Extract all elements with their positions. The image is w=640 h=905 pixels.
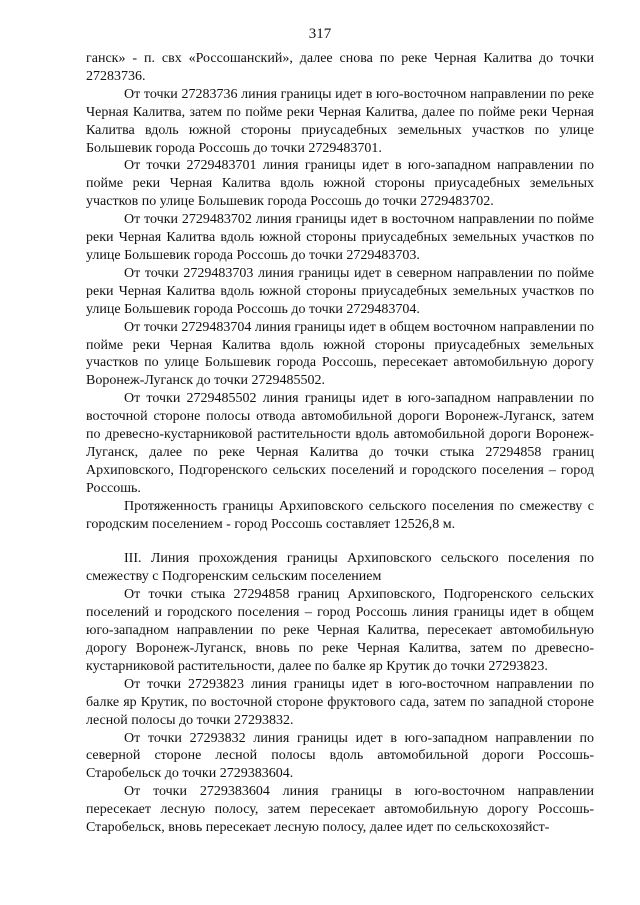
paragraph: От точки 2729483702 линия границы идет в восточном направлении по пойме реки Черная Калитва вдоль южной стороны приусадебных земельных участков по улице Большевик города Россошь до точки 2729483703. [86,212,594,263]
paragraph: От точки 2729383604 линия границы в юго-восточном направлении пересекает лесную полосу, затем пересекает автомобильную дорогу Россошь-Старобельск, вновь пересекает лесную полосу, далее идет по сельскохозяйст- [86,784,594,836]
paragraph: От точки стыка 27294858 границ Архиповского, Подгоренского сельских поселений и городского поселения – город Россошь линия границы идет в общем юго-западном направлении по реке Черная Калитва, пересекает автомобильную дорогу Воронеж-Луганск, вновь по реке Черная Калитва, затем по древесно-кустарниковой растительности, далее по балке яр Крутик до точки 27293823. [86,587,594,674]
paragraph: От точки 27293823 линия границы идет в юго-восточном направлении по балке яр Крутик, по восточной стороне фруктового сада, затем по западной стороне лесной полосы до точки 27293832. [86,676,594,728]
section-heading: III. Линия прохождения границы Архиповского сельского поселения по смежеству с Подгоренским сельским поселением [86,551,594,585]
paragraph: От точки 2729485502 линия границы идет в юго-западном направлении по восточной стороне полосы отвода автомобильной дороги Воронеж-Луганск, затем по древесно-кустарниковой растительности вдоль автомобильной дороги Воронеж-Луганск, далее по реке Черная Калитва до точки стыка 27294858 границ Архиповского, Подгоренского сельских поселений и городского поселения – город Россошь. [86,391,594,496]
paragraph: От точки 2729483704 линия границы идет в общем восточном направлении по пойме реки Черная Калитва вдоль южной стороны приусадебных земельных участков по улице Большевик города Россошь, пересекает автомобильную дорогу Воронеж-Луганск до точки 2729485502. [86,319,594,389]
paragraph: От точки 2729483701 линия границы идет в юго-западном направлении по пойме реки Черная Калитва вдоль южной стороны приусадебных земельных участков по улице Большевик города Россошь до точки 2729483702. [86,158,594,210]
document-body [86,50,594,837]
paragraph: От точки 27293832 линия границы идет в юго-западном направлении по северной стороне лесной полосы вдоль автомобильной дороги Россошь-Старобельск до точки 2729383604. [86,730,594,782]
paragraph: От точки 27283736 линия границы идет в юго-восточном направлении по реке Черная Калитва, затем по пойме реки Черная Калитва, далее по пойме реки Черная Калитва вдоль южной стороны приусадебных земельных участков по улице Большевик города Россошь до точки 2729483701. [86,86,594,156]
paragraph: От точки 2729483703 линия границы идет в северном направлении по пойме реки Черная Калитва вдоль южной стороны приусадебных земельных участков по улице Большевик города Россошь до точки 2729483704. [86,265,594,317]
paragraph-continuation: ганск» - п. свх «Россошанский», далее снова по реке Черная Калитва до точки 27283736. [86,51,594,84]
paragraph-length-summary: Протяженность границы Архиповского сельского поселения по смежеству с городским поселением - город Россошь составляет 12526,8 м. [86,498,594,532]
page-number: 317 [308,26,332,42]
